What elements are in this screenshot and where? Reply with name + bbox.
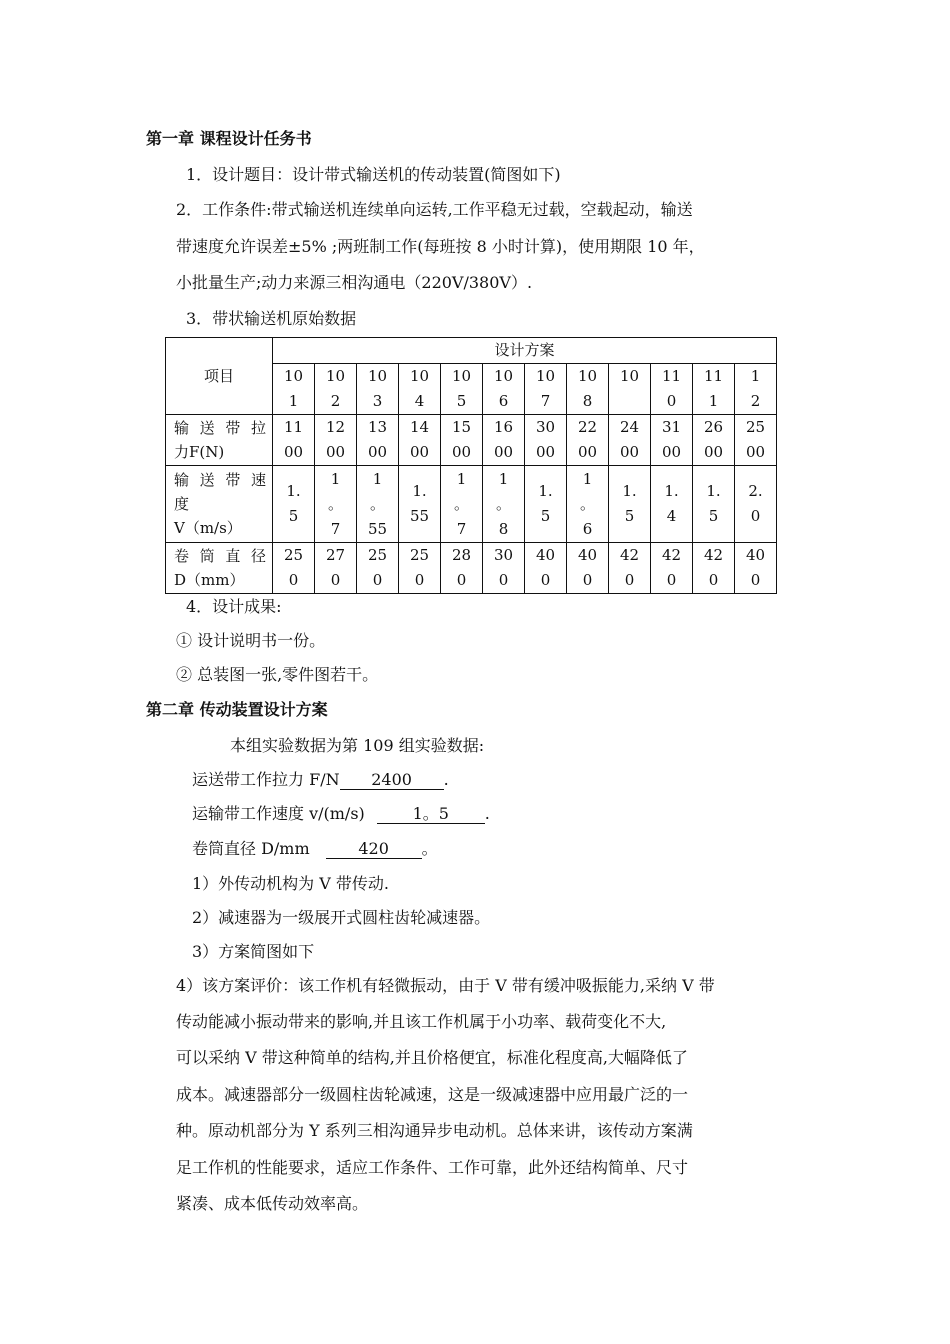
value-cell: 1 。 7 <box>441 466 483 543</box>
value-cell: 16 00 <box>483 415 525 466</box>
value-cell: 30 00 <box>525 415 567 466</box>
plan-cell: 10 5 <box>441 364 483 415</box>
force-line <box>192 767 449 790</box>
value-cell: 28 0 <box>441 543 483 594</box>
plan-cell: 10 6 <box>483 364 525 415</box>
project-label: 项目 <box>166 338 273 415</box>
value-cell: 13 00 <box>357 415 399 466</box>
value-cell: 25 0 <box>399 543 441 594</box>
speed-row <box>166 466 777 543</box>
value-cell: 1 。 8 <box>483 466 525 543</box>
item-2-line3: 小批量生产;动力来源三相沟通电（220V/380V）. <box>176 273 533 292</box>
chapter2-intro: 本组实验数据为第 109 组实验数据: <box>230 736 485 755</box>
plan-cell: 10 1 <box>273 364 315 415</box>
value-cell: 42 0 <box>693 543 735 594</box>
item-3: 3．带状输送机原始数据 <box>186 309 357 328</box>
evaluation-line-6: 足工作机的性能要求，适应工作条件、工作可靠，此外还结构简单、尺寸 <box>176 1158 689 1177</box>
item-2-line1: 2．工作条件:带式输送机连续单向运转,工作平稳无过载，空载起动，输送 <box>176 200 693 219</box>
speed-row-label: 输送带速 度 V（m/s） <box>166 466 273 543</box>
plan-cell: 10 8 <box>567 364 609 415</box>
result-2: ② 总装图一张,零件图若干。 <box>176 665 379 684</box>
plan-cell: 10 3 <box>357 364 399 415</box>
item-2-line2: 带速度允许误差±5% ;两班制工作(每班按 8 小时计算)，使用期限 10 年， <box>176 237 705 256</box>
value-cell: 1. 4 <box>651 466 693 543</box>
diameter-end: 。 <box>421 839 438 858</box>
item-4: 4．设计成果: <box>186 597 282 616</box>
value-cell: 25 0 <box>273 543 315 594</box>
value-cell: 15 00 <box>441 415 483 466</box>
evaluation-line-1: 4）该方案评价：该工作机有轻微振动，由于 V 带有缓冲吸振能力,采纳 V 带 <box>176 976 715 995</box>
design-plan-header: 设计方案 <box>273 338 777 364</box>
value-cell: 11 00 <box>273 415 315 466</box>
value-cell: 40 0 <box>525 543 567 594</box>
plan-cell: 10 2 <box>315 364 357 415</box>
value-cell: 1 。 55 <box>357 466 399 543</box>
value-cell: 12 00 <box>315 415 357 466</box>
point-2: 2）减速器为一级展开式圆柱齿轮减速器。 <box>192 908 491 927</box>
speed-end: . <box>484 804 490 823</box>
plan-cell: 11 0 <box>651 364 693 415</box>
value-cell: 25 0 <box>357 543 399 594</box>
diameter-row-label: 卷筒直径 D（mm） <box>166 543 273 594</box>
evaluation-line-2: 传动能减小振动带来的影响,并且该工作机属于小功率、载荷变化不大, <box>176 1012 667 1031</box>
evaluation-line-5: 种。原动机部分为 Y 系列三相沟通异步电动机。总体来讲，该传动方案满 <box>176 1121 693 1140</box>
evaluation-line-7: 紧凑、成本低传动效率高。 <box>176 1194 369 1213</box>
value-cell: 40 0 <box>567 543 609 594</box>
point-3: 3）方案简图如下 <box>192 942 315 961</box>
diameter-row <box>166 543 777 594</box>
diameter-line <box>192 836 438 859</box>
value-cell: 1 。 6 <box>567 466 609 543</box>
raw-data-table <box>165 337 777 594</box>
speed-label: 运输带工作速度 v/(m/s) <box>192 804 365 823</box>
plan-cell: 1 2 <box>735 364 777 415</box>
value-cell: 25 00 <box>735 415 777 466</box>
plan-cell: 10 <box>609 364 651 415</box>
value-cell: 1 。 7 <box>315 466 357 543</box>
result-1: ① 设计说明书一份。 <box>176 631 326 650</box>
value-cell: 42 0 <box>609 543 651 594</box>
value-cell: 40 0 <box>735 543 777 594</box>
force-end: . <box>443 770 449 789</box>
value-cell: 24 00 <box>609 415 651 466</box>
value-cell: 26 00 <box>693 415 735 466</box>
force-row <box>166 415 777 466</box>
force-value: 2400 <box>340 771 444 790</box>
diameter-label: 卷筒直径 D/mm <box>192 839 310 858</box>
value-cell: 1. 5 <box>273 466 315 543</box>
force-row-label: 输送带拉 力F(N) <box>166 415 273 466</box>
value-cell: 1. 5 <box>525 466 567 543</box>
evaluation-line-4: 成本。减速器部分一级圆柱齿轮减速，这是一级减速器中应用最广泛的一 <box>176 1085 689 1104</box>
value-cell: 42 0 <box>651 543 693 594</box>
evaluation-line-3: 可以采纳 V 带这种简单的结构,并且价格便宜，标准化程度高,大幅降低了 <box>176 1048 688 1067</box>
plan-cell: 10 4 <box>399 364 441 415</box>
chapter1-title: 第一章 课程设计任务书 <box>146 129 312 148</box>
value-cell: 1. 55 <box>399 466 441 543</box>
value-cell: 14 00 <box>399 415 441 466</box>
value-cell: 27 0 <box>315 543 357 594</box>
value-cell: 1. 5 <box>693 466 735 543</box>
chapter2-title: 第二章 传动装置设计方案 <box>146 700 328 719</box>
plan-cell: 10 7 <box>525 364 567 415</box>
point-1: 1）外传动机构为 V 带传动. <box>192 874 389 893</box>
value-cell: 1. 5 <box>609 466 651 543</box>
plan-cell: 11 1 <box>693 364 735 415</box>
value-cell: 22 00 <box>567 415 609 466</box>
speed-line <box>192 801 490 824</box>
diameter-value: 420 <box>326 840 422 859</box>
item-1: 1．设计题目：设计带式输送机的传动装置(简图如下) <box>186 165 561 184</box>
value-cell: 30 0 <box>483 543 525 594</box>
speed-value: 1。5 <box>377 805 485 824</box>
value-cell: 2. 0 <box>735 466 777 543</box>
value-cell: 31 00 <box>651 415 693 466</box>
force-label: 运送带工作拉力 F/N <box>192 770 340 789</box>
